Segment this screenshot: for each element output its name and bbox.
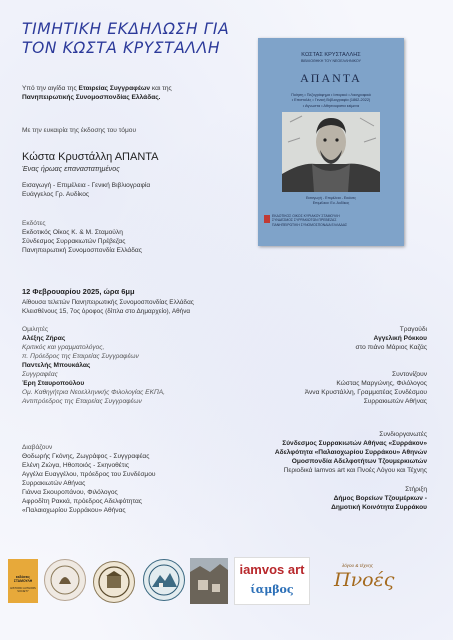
co-organizer-line: Ομοσπονδία Αδελφοτήτων Τζουμερκιωτών xyxy=(291,458,427,465)
intro-text xyxy=(22,84,254,102)
portrait-illustration xyxy=(282,112,380,192)
cover-editor-line-2: Επιμέλεια: Ευ. Αυδίκος xyxy=(312,200,350,205)
book-title: Κώστα Κρυστάλλη ΑΠΑΝΤΑ xyxy=(22,151,159,163)
co-organizer-line: Περιοδικά Iamvos art και Πνοές Λόγου και Τέχνης xyxy=(283,467,427,474)
village-photo-icon xyxy=(190,558,228,604)
speaker-role: Αντιπρόεδρος της Εταιρείας Συγγραφέων xyxy=(22,398,142,405)
speaker-name: Αλέξης Ζήρας xyxy=(22,335,66,342)
reader-line: «Παλαιοχωρίου Συρράκου» Αθήνας xyxy=(22,507,126,514)
intro-mid: και της xyxy=(150,85,172,92)
reader-line: Γιάννα Σκουροπάνου, Φιλόλογος xyxy=(22,489,118,496)
publisher-line-2: Σύνδεσμος Συρρακιωτών Πρέβεζας xyxy=(22,238,126,245)
song-block xyxy=(356,325,427,352)
cover-genres-line-1: Ποίηση • Πεζογράφημα • Ιστορικό • Λαογραφικό xyxy=(291,93,371,97)
cover-title: ΑΠΑΝΤΑ xyxy=(300,71,362,85)
co-organizers-heading: Συνδιοργανωτές xyxy=(379,431,427,438)
society-seal-icon xyxy=(45,560,85,600)
stamoulis-logo-sub: HISTORIC AUTHORS SOCIETY xyxy=(10,587,36,593)
support-line-1: Δήμος Βορείων Τζουμέρκων - xyxy=(333,495,427,502)
event-place-line-1: Αίθουσα τελετών Πανηπειρωτικής Συνομοσπονδίας Ελλάδας xyxy=(22,299,194,306)
reader-line: Θοδωρής Γκόνης, Ζωγράφος - Συγγραφέας xyxy=(22,453,150,460)
mountain-village-icon xyxy=(144,560,184,600)
federation-seal-logo xyxy=(93,561,135,603)
cover-series: ΒΙΒΛΙΟΘΗΚΗ ΤΟΥ ΝΕΟΕΛΛΗΝΙΚΟΥ xyxy=(301,59,361,63)
stamoulis-logo xyxy=(8,559,38,603)
title-line-2: ΤΟΝ ΚΩΣΤΑ ΚΡΥΣΤΑΛΛΗ xyxy=(22,39,221,57)
support-line-2: Δημοτική Κοινότητα Συρράκου xyxy=(331,504,427,511)
federation-seal-icon xyxy=(94,562,134,602)
publisher-mark-icon xyxy=(264,215,270,223)
speaker-role: π. Πρόεδρος της Εταιρείας Συγγραφέων xyxy=(22,353,139,360)
cover-publishers xyxy=(272,214,398,227)
editing-line-2: Ευάγγελος Γρ. Αυδίκος xyxy=(22,191,90,198)
speaker-name: Έρη Σταυροπούλου xyxy=(22,380,85,387)
reader-line: Ελένη Ζιώγα, Ηθοποιός - Σκηνοθέτις xyxy=(22,462,129,469)
song-heading: Τραγούδι xyxy=(399,326,427,333)
sponsor-logos xyxy=(0,553,453,615)
speakers-block xyxy=(22,325,242,406)
cover-genres-line-2: • Επιστολές • Γενική Βιβλιογραφία (1862-2022) xyxy=(291,98,371,103)
event-place xyxy=(22,298,322,316)
readers-block xyxy=(22,443,242,515)
title-line-1: ΤΙΜΗΤΙΚΗ ΕΚΔΗΛΩΣΗ ΓΙΑ xyxy=(22,20,230,38)
co-organizer-line: Σύνδεσμος Συρρακιωτών Αθήνας «Συρράκον» xyxy=(282,440,427,447)
speakers-heading: Ομιλητές xyxy=(22,326,49,333)
cover-pub-line-1: ΕΚΔΟΤΙΚΟΣ ΟΙΚΟΣ ΚΥΡΙΑΚΟΥ ΣΤΑΜΟΥΛΗ xyxy=(272,214,340,218)
book-subtitle: Ένας ήρωας επαναστατημένος xyxy=(22,164,120,173)
occasion-text: Με την ευκαιρία της έκδοσης του τόμου xyxy=(22,127,137,134)
society-seal-logo xyxy=(44,559,86,601)
pnoes-logo xyxy=(312,561,440,601)
speaker-role: Ομ. Καθηγήτρια Νεοελληνικής Φιλολογίας ΕΚΠΑ, xyxy=(22,389,165,396)
coordinator-line-3: Συρρακιωτών Αθήνας xyxy=(363,398,427,405)
iamvos-latin-text: iamvos art xyxy=(239,562,305,577)
intro-org-2: Πανηπειρωτικής Συνομοσπονδίας Ελλάδας. xyxy=(22,94,161,101)
cover-genres xyxy=(270,93,392,109)
coordinators-heading: Συντονίζουν xyxy=(392,371,427,378)
editing-credits xyxy=(22,181,150,199)
stamoulis-logo-text: εκδόσεις ΣΤΑΜΟΥΛΗ xyxy=(13,575,33,583)
cover-pub-line-3: ΠΑΝΗΠΕΙΡΩΤΙΚΗ ΣΥΝΟΜΟΣΠΟΝΔΙΑ ΕΛΛΑΔΑΣ xyxy=(272,222,348,227)
intro-pre: Υπό την αιγίδα της xyxy=(22,85,79,92)
cover-genres-line-3: • Αγνωστα • Αθησαυριστα κείμενα xyxy=(302,103,360,108)
pnoes-small-text: λόγου & τέχνης xyxy=(342,563,373,568)
intro-org-1: Εταιρείας Συγγραφέων xyxy=(78,85,151,92)
event-place-line-2: Κλεισθένους 15, 7ος όροφος (δίπλα στο Δημαρχείο), Αθήνα xyxy=(22,308,191,315)
speaker-role: Κριτικός και γραμματολόγος, xyxy=(22,344,105,351)
coordinator-line-2: Άννα Κρυστάλλη, Γραμματέας Συνδέσμου xyxy=(304,389,427,396)
reader-line: Αφροδίτη Ρακκά, πρόεδρος Αδελφότητας xyxy=(22,498,142,505)
coordinators-block xyxy=(305,370,427,406)
co-organizer-line: Αδελφότητα «Παλαιοχωρίου Συρράκου» Αθηνών xyxy=(274,449,427,456)
iamvos-greek-text: ίαμβος xyxy=(250,583,294,596)
song-line-1: Αγγελική Ρόκκου xyxy=(373,335,427,342)
speaker-role: Συγγραφέας xyxy=(22,371,58,378)
pnoes-big-text: Πνοές xyxy=(334,569,395,591)
support-heading: Στήριξη xyxy=(405,486,427,493)
readers-heading: Διαβάζουν xyxy=(22,444,53,451)
syrrako-association-logo xyxy=(143,559,185,601)
support-block xyxy=(331,485,427,512)
village-photo-logo xyxy=(190,558,228,604)
speaker-name: Παντελής Μπουκάλας xyxy=(22,362,91,369)
editing-line-1: Εισαγωγή - Επιμέλεια - Γενική Βιβλιογραφία xyxy=(22,182,151,189)
cover-editor xyxy=(258,196,404,206)
cover-editor-line-1: Εισαγωγή - Επιμέλεια - Εικόνες xyxy=(306,196,356,200)
publisher-line-3: Πανηπειρωτική Συνομοσπονδία Ελλάδας xyxy=(22,247,142,254)
cover-author: ΚΩΣΤΑΣ ΚΡΥΣΤΑΛΛΗΣ xyxy=(301,52,361,58)
publisher-line-1: Εκδοτικός Οίκος Κ. & Μ. Σταμούλη xyxy=(22,229,123,236)
co-organizers-block xyxy=(275,430,427,475)
publishers-block xyxy=(22,219,142,255)
cover-pub-line-2: ΣΥΝΔΕΣΜΟΣ ΣΥΡΡΑΚΙΩΤΩΝ ΠΡΕΒΕΖΑΣ xyxy=(272,218,337,223)
book-cover xyxy=(258,38,404,246)
coordinator-line-1: Κώστας Μαργώνης, Φιλόλογος xyxy=(336,380,427,387)
iamvos-art-logo xyxy=(234,557,310,605)
song-line-2: στο πιάνο Μάριος Καζάς xyxy=(355,344,427,351)
event-date: 12 Φεβρουαρίου 2025, ώρα 6μμ xyxy=(22,287,135,296)
reader-line: Αγγέλα Ευαγγέλου, πρόεδρος του Συνδέσμου xyxy=(22,471,156,478)
poster-title xyxy=(22,20,262,58)
reader-line: Συρρακιωτών Αθήνας xyxy=(22,480,86,487)
publishers-heading: Εκδότες xyxy=(22,220,46,227)
